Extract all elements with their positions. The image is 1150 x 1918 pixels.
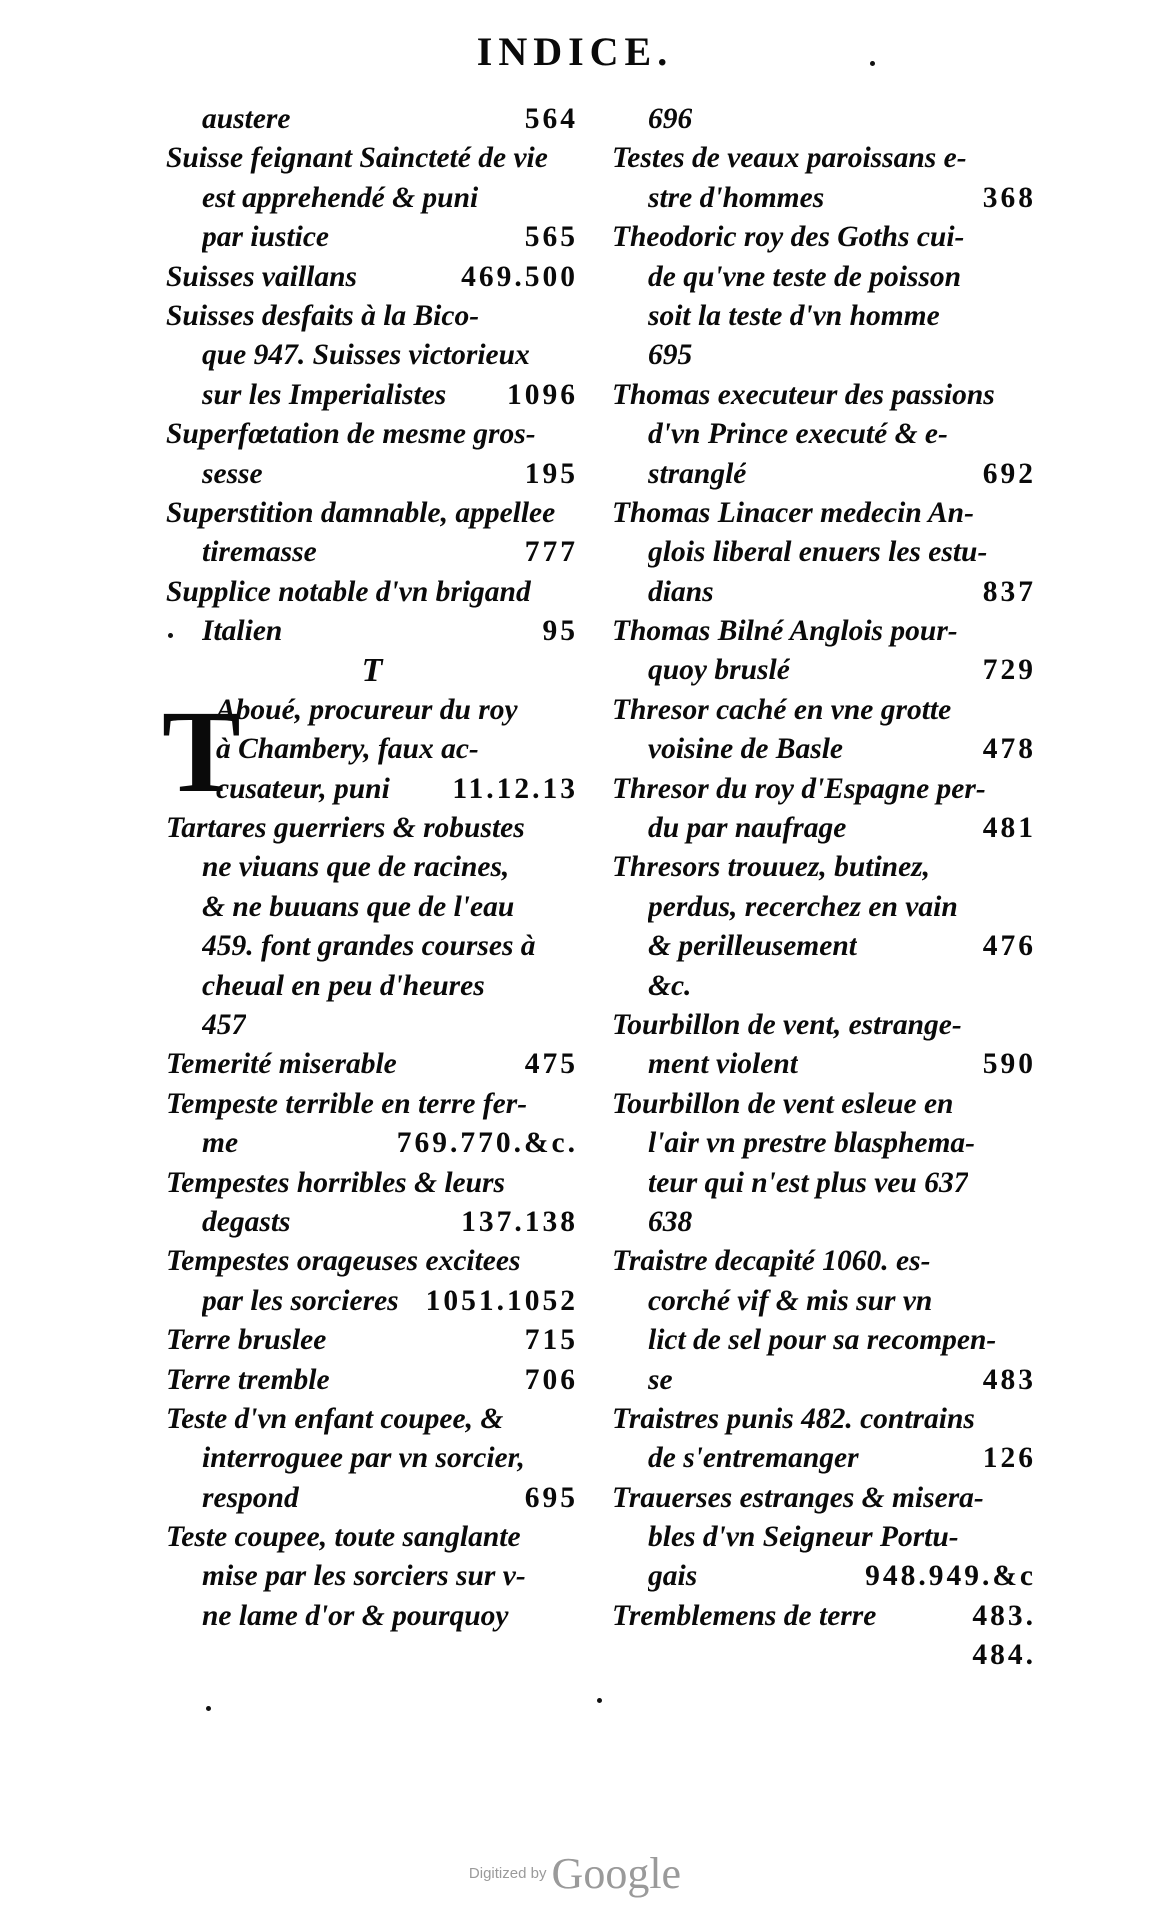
entry-page-number: 478: [982, 733, 1036, 766]
index-entry-line: [166, 258, 578, 297]
entry-text: ne lame d'or & pourquoy: [202, 1599, 509, 1632]
entry-text: de qu'vne teste de poisson: [648, 260, 962, 293]
entry-text: stre d'hommes: [648, 181, 825, 214]
index-entry-line: [612, 1361, 1036, 1400]
entry-text: Tartares guerriers & robustes: [166, 812, 525, 845]
ink-speck: [870, 61, 875, 66]
section-t-block: [162, 685, 578, 1636]
entry-text: perdus, recerchez en vain: [648, 890, 958, 923]
entry-page-number: [572, 1439, 578, 1478]
entry-page-number: [572, 1557, 578, 1596]
index-entry-line: [166, 336, 578, 375]
entry-page-number: [572, 1085, 578, 1124]
index-column-left: [162, 100, 578, 1636]
index-entry-line: [166, 1164, 578, 1203]
index-entry-line: [166, 1124, 578, 1163]
digitized-label: Digitized by: [468, 1865, 547, 1882]
entry-page-number: 195: [524, 457, 578, 490]
index-entry-line: [612, 809, 1036, 848]
entry-text: par les sorcieres: [202, 1284, 399, 1317]
entry-page-number: [1030, 1085, 1036, 1124]
index-entry-line: [612, 1164, 1036, 1203]
entry-text: Thresor du roy d'Espagne per-: [612, 772, 986, 805]
index-entry-line: [166, 888, 578, 927]
entry-page-number: [1030, 533, 1036, 572]
index-entry-line: [166, 179, 578, 218]
index-entry-line: [612, 1557, 1036, 1596]
entry-text: Thomas executeur des passions: [612, 378, 995, 411]
entry-text: Superstition damnable, appellee: [166, 496, 556, 529]
entry-text: Aboué, procureur du roy: [216, 693, 518, 726]
entry-page-number: 137.138: [461, 1205, 578, 1238]
entry-text: Thomas Linacer medecin An-: [612, 496, 974, 529]
entry-text: ment violent: [648, 1048, 798, 1081]
entry-text: Terre bruslee: [166, 1324, 327, 1357]
entry-text: Traistres punis 482. contrains: [612, 1402, 975, 1435]
entry-page-number: [1030, 1164, 1036, 1203]
entry-page-number: 769.770.&c.: [396, 1127, 578, 1160]
entry-page-number: [572, 297, 578, 336]
entry-page-number: [1030, 1006, 1036, 1045]
entry-text: dians: [648, 575, 714, 608]
index-entry-line: [612, 573, 1036, 612]
entry-page-number: [1030, 1203, 1036, 1242]
index-entry-line: [166, 1557, 578, 1596]
entry-page-number: [1030, 415, 1036, 454]
index-column-right: [612, 100, 1036, 1676]
entry-text: 695: [648, 339, 693, 372]
entry-page-number: [1030, 100, 1036, 139]
drop-cap-letter: T: [162, 685, 241, 817]
entry-text: Traistre decapité 1060. es-: [612, 1245, 931, 1278]
entry-page-number: [572, 1164, 578, 1203]
index-entry-line: [166, 1045, 578, 1084]
index-entry-line: [612, 139, 1036, 178]
ink-speck: [597, 1698, 602, 1703]
section-heading-letter: [166, 651, 578, 690]
entry-page-number: [1030, 967, 1036, 1006]
index-entry-line: [166, 848, 578, 887]
entry-text: par iustice: [202, 221, 330, 254]
entry-page-number: 484.: [972, 1639, 1036, 1672]
entry-page-number: [572, 494, 578, 533]
entry-page-number: 590: [982, 1048, 1036, 1081]
entry-text: soit la teste d'vn homme: [648, 299, 940, 332]
index-entry-line: [166, 1400, 578, 1439]
entry-page-number: [572, 1400, 578, 1439]
index-entry-line: [166, 927, 578, 966]
entry-text: d'vn Prince executé & e-: [648, 418, 948, 451]
entry-page-number: 695: [524, 1481, 578, 1514]
index-entry-line: [612, 179, 1036, 218]
digitized-watermark: [0, 1848, 1150, 1899]
entry-text: teur qui n'est plus veu 637: [648, 1166, 969, 1199]
index-entry-line: [612, 533, 1036, 572]
index-entry-line: [166, 967, 578, 1006]
entry-page-number: 1096: [507, 378, 578, 411]
index-entry-line: [612, 297, 1036, 336]
entry-text: lict de sel pour sa recompen-: [648, 1324, 997, 1357]
entry-text: 638: [648, 1205, 693, 1238]
index-entry-line: [166, 612, 578, 651]
index-entry-line: [166, 218, 578, 257]
index-entry-line: [612, 848, 1036, 887]
index-entry-line: [612, 1321, 1036, 1360]
entry-page-number: [1030, 691, 1036, 730]
entry-text: & ne buuans que de l'eau: [202, 890, 515, 923]
index-entry-line: [166, 573, 578, 612]
entry-text: austere: [202, 103, 291, 135]
entry-page-number: [1030, 218, 1036, 257]
index-entry-line: [612, 1479, 1036, 1518]
index-entry-line: [612, 1242, 1036, 1281]
entry-text: Tremblemens de terre: [612, 1599, 877, 1632]
entry-text: à Chambery, faux ac-: [216, 733, 479, 766]
index-entry-line: [612, 691, 1036, 730]
index-entry-line: [612, 336, 1036, 375]
entry-page-number: [1030, 770, 1036, 809]
entry-text: Teste coupee, toute sanglante: [166, 1521, 521, 1554]
index-entry-line: [166, 1518, 578, 1557]
entry-text: corché vif & mis sur vn: [648, 1284, 933, 1317]
index-entry-line: [166, 1321, 578, 1360]
entry-page-number: [572, 730, 578, 769]
entry-text: Testes de veaux paroissans e-: [612, 142, 967, 175]
index-entry-line: [612, 376, 1036, 415]
index-entry-line: [166, 1203, 578, 1242]
entry-text: quoy bruslé: [648, 654, 790, 687]
entry-text: bles d'vn Seigneur Portu-: [648, 1521, 959, 1554]
entry-page-number: [572, 336, 578, 375]
index-entry-line: [612, 1124, 1036, 1163]
index-entry-line: [612, 1282, 1036, 1321]
index-entry-line: [612, 100, 1036, 139]
entry-text: sur les Imperialistes: [202, 378, 447, 411]
entry-page-number: [1030, 1321, 1036, 1360]
entry-text: du par naufrage: [648, 812, 847, 845]
index-entry-line: [166, 1439, 578, 1478]
index-entry-line: [166, 1361, 578, 1400]
entry-page-number: [1030, 888, 1036, 927]
entry-page-number: 95: [542, 615, 578, 648]
entry-page-number: 483: [982, 1363, 1036, 1396]
entry-text: 459. font grandes courses à: [202, 930, 536, 963]
entry-text: stranglé: [648, 457, 747, 490]
entry-page-number: 564: [524, 103, 578, 135]
entry-page-number: [572, 1006, 578, 1045]
entry-page-number: 481: [982, 812, 1036, 845]
entry-text: Teste d'vn enfant coupee, &: [166, 1402, 504, 1435]
entry-page-number: [572, 1242, 578, 1281]
entry-text: Supplice notable d'vn brigand: [166, 575, 531, 608]
entry-text: Superfœtation de mesme gros-: [166, 418, 536, 451]
entry-page-number: [1030, 139, 1036, 178]
entry-text: Suisse feignant Saincteté de vie: [166, 142, 548, 175]
entry-text: & perilleusement: [648, 930, 857, 963]
entry-page-number: [1030, 376, 1036, 415]
entry-text: Temerité miserable: [166, 1048, 397, 1081]
entry-text: me: [202, 1127, 239, 1160]
index-entry-line: [166, 1479, 578, 1518]
index-entry-line: [166, 494, 578, 533]
entry-page-number: [1030, 1124, 1036, 1163]
entry-page-number: [572, 179, 578, 218]
entry-page-number: [1030, 494, 1036, 533]
ink-speck: [168, 633, 173, 638]
entry-page-number: [572, 1597, 578, 1636]
google-logo: Google: [551, 1849, 682, 1898]
entry-page-number: 948.949.&c: [865, 1560, 1036, 1593]
index-entry-line: [612, 651, 1036, 690]
entry-text: Trauerses estranges & misera-: [612, 1481, 984, 1514]
entry-page-number: [572, 573, 578, 612]
entry-text: Tourbillon de vent, estrange-: [612, 1008, 962, 1041]
entry-page-number: 692: [982, 457, 1036, 490]
entry-text: Tempeste terrible en terre fer-: [166, 1087, 528, 1120]
entry-text: cusateur, puni: [216, 772, 390, 805]
index-entry-line: [612, 218, 1036, 257]
index-entry-line: [166, 1006, 578, 1045]
entry-page-number: 715: [524, 1324, 578, 1357]
index-entry-line: [166, 1242, 578, 1281]
index-entry-line: [612, 258, 1036, 297]
entry-page-number: [572, 1518, 578, 1557]
index-entry-line: [612, 888, 1036, 927]
entry-text: Italien: [202, 615, 283, 648]
entry-page-number: 475: [524, 1048, 578, 1081]
index-entry-line: [612, 1636, 1036, 1675]
entry-page-number: 565: [524, 221, 578, 254]
index-entry-line: [612, 1439, 1036, 1478]
entry-text: Tempestes orageuses excitees: [166, 1245, 521, 1278]
index-entry-line: [166, 533, 578, 572]
index-entry-line: [612, 1597, 1036, 1636]
entry-page-number: 469.500: [461, 260, 578, 293]
entry-page-number: 11.12.13: [452, 772, 578, 805]
entry-text: &c.: [648, 969, 692, 1002]
entry-page-number: [1030, 1400, 1036, 1439]
index-entry-line: [612, 415, 1036, 454]
entry-text: Tourbillon de vent esleue en: [612, 1087, 954, 1120]
index-entry-line: [166, 455, 578, 494]
entry-page-number: 729: [982, 654, 1036, 687]
entry-text: Thresors trouuez, butinez,: [612, 851, 931, 884]
entry-page-number: [1030, 1479, 1036, 1518]
index-entry-line: [612, 1006, 1036, 1045]
entry-text: l'air vn prestre blasphema-: [648, 1127, 975, 1160]
entry-page-number: 1051.1052: [425, 1284, 578, 1317]
index-entry-line: [612, 1203, 1036, 1242]
index-entry-line: [166, 139, 578, 178]
entry-page-number: [572, 967, 578, 1006]
index-entry-line: [612, 1400, 1036, 1439]
index-entry-line: [166, 1085, 578, 1124]
entry-page-number: [1030, 1242, 1036, 1281]
entry-text: Suisses desfaits à la Bico-: [166, 299, 480, 332]
entry-text: Thomas Bilné Anglois pour-: [612, 615, 958, 648]
entry-text: gais: [648, 1560, 698, 1593]
index-entry-line: [612, 1518, 1036, 1557]
entry-page-number: [1030, 612, 1036, 651]
index-entry-line: [612, 927, 1036, 966]
entry-page-number: 368: [982, 181, 1036, 214]
index-entry-line: [612, 612, 1036, 651]
entry-page-number: [572, 415, 578, 454]
entry-page-number: [572, 927, 578, 966]
entry-text: glois liberal enuers les estu-: [648, 536, 988, 569]
entry-text: ne viuans que de racines,: [202, 851, 510, 884]
index-entry-line: [612, 730, 1036, 769]
entry-text: Thresor caché en vne grotte: [612, 693, 952, 726]
index-entry-line: [612, 455, 1036, 494]
entry-text: interroguee par vn sorcier,: [202, 1442, 525, 1475]
index-entry-line: [166, 1282, 578, 1321]
entry-text: sesse: [202, 457, 263, 490]
entry-text: Tempestes horribles & leurs: [166, 1166, 506, 1199]
entry-page-number: 777: [524, 536, 578, 569]
entry-page-number: [1030, 1282, 1036, 1321]
entry-text: tiremasse: [202, 536, 317, 569]
entry-text: voisine de Basle: [648, 733, 844, 766]
index-entry-line: [166, 100, 578, 139]
index-entry-line: [612, 967, 1036, 1006]
index-entry-line: [612, 494, 1036, 533]
entry-page-number: 483.: [972, 1599, 1036, 1632]
section-letter: T: [361, 652, 383, 690]
ink-speck: [206, 1706, 211, 1711]
entry-page-number: [1030, 336, 1036, 375]
entry-text: Terre tremble: [166, 1363, 330, 1396]
entry-page-number: [1030, 297, 1036, 336]
index-entry-line: [166, 297, 578, 336]
entry-page-number: 126: [982, 1442, 1036, 1475]
entry-text: mise par les sorciers sur v-: [202, 1560, 526, 1593]
entry-page-number: [572, 139, 578, 178]
entry-text: se: [648, 1363, 673, 1396]
entry-text: degasts: [202, 1205, 291, 1238]
entry-page-number: [572, 888, 578, 927]
entry-text: cheual en peu d'heures: [202, 969, 485, 1002]
entry-page-number: [1030, 258, 1036, 297]
index-entry-line: [166, 415, 578, 454]
entry-page-number: 476: [982, 930, 1036, 963]
entry-page-number: 837: [982, 575, 1036, 608]
entry-page-number: [1030, 848, 1036, 887]
index-entry-line: [612, 770, 1036, 809]
index-entry-line: [166, 1597, 578, 1636]
index-entry-line: [612, 1085, 1036, 1124]
entry-text: Theodoric roy des Goths cui-: [612, 221, 965, 254]
entry-text: 457: [202, 1008, 247, 1041]
entry-text: respond: [202, 1481, 299, 1514]
entry-page-number: 706: [524, 1363, 578, 1396]
entry-text: de s'entremanger: [648, 1442, 859, 1475]
entry-page-number: [572, 691, 578, 730]
entry-text: Suisses vaillans: [166, 260, 357, 293]
entry-page-number: [572, 809, 578, 848]
entry-text: 696: [648, 103, 693, 135]
entry-page-number: [572, 848, 578, 887]
entry-text: que 947. Suisses victorieux: [202, 339, 530, 372]
entry-page-number: [1030, 1518, 1036, 1557]
page-title: INDICE.: [476, 29, 674, 74]
index-entry-line: [166, 376, 578, 415]
entry-text: est apprehendé & puni: [202, 181, 479, 214]
index-entry-line: [612, 1045, 1036, 1084]
